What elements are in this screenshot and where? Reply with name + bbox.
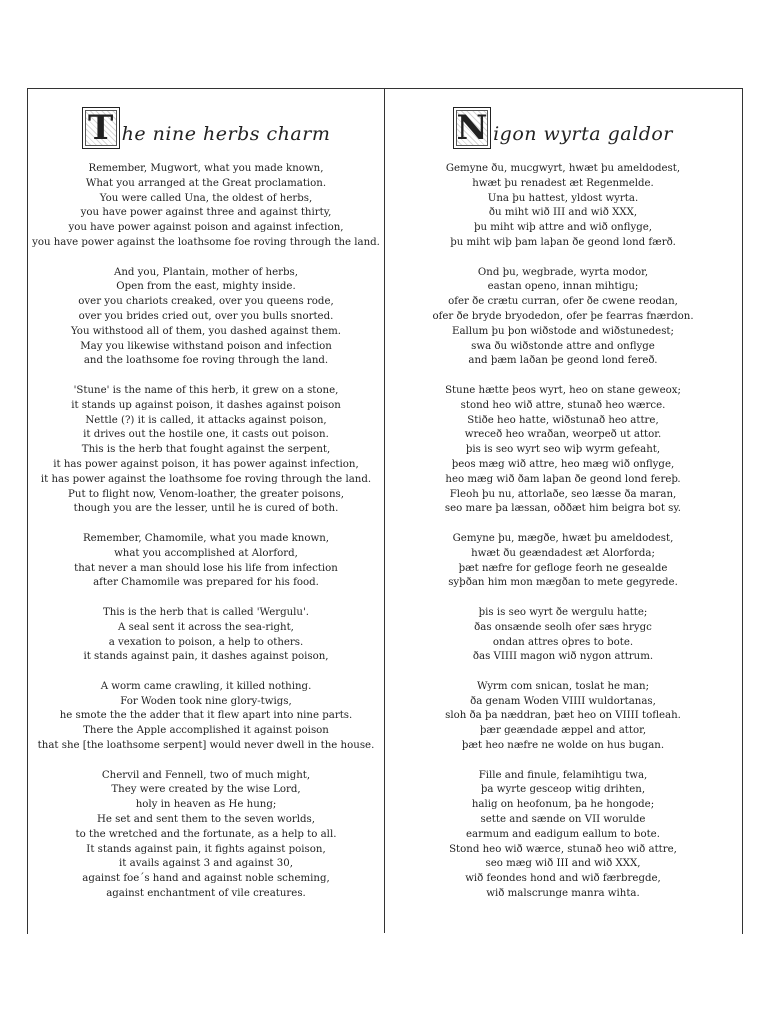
verse-line: that never a man should lose his life from infection [74,562,338,574]
verse-line: þær geændade æppel and attor, [479,725,647,737]
verse-line: You were called Una, the oldest of herbs, [99,192,313,204]
stanza [28,162,384,251]
verse-line: Nettle (?) it is called, it attacks against poison, [85,414,327,426]
verse-line: þis is seo wyrt ðe wergulu hatte; [478,606,648,618]
verse-line: ðu miht wið III and wið XXX, [488,207,638,219]
verse-line: Stond heo wið wærce, stunað heo wið attre, [449,843,677,855]
verse-line: and the loathsome foe roving through the land. [83,355,329,367]
verse-line: it stands up against poison, it dashes against poison [71,399,341,411]
old-english-column [385,88,741,917]
verse-line: You withstood all of them, you dashed against them. [70,325,342,337]
verse-line: over you brides cried out, over you bulls snorted. [78,310,334,322]
verse-line: A worm came crawling, it killed nothing. [100,680,312,692]
verse-line: eastan openo, innan mihtigu; [487,281,639,293]
verse-line: Stune hætte þeos wyrt, heo on stane geweox; [445,384,681,396]
verse-line: ðas onsænde seolh ofer sæs hrygc [474,621,652,633]
verse-line: There the Apple accomplished it against poison [83,725,329,737]
verse-line: earmum and eadigum eallum to bote. [466,828,660,840]
verse-line: a vexation to poison, a help to others. [108,636,304,648]
verse-line: you have power against three and against thirty, [80,207,332,219]
verse-line: This is the herb that is called 'Wergulu'. [102,606,310,618]
verse-line: it has power against poison, it has power against infection, [53,458,359,470]
left-title [28,88,384,149]
stanza [28,384,384,517]
verse-line: heo mæg wið ðam laþan ðe geond lond fereþ. [445,473,681,485]
stanza [28,606,384,665]
verse-line: They were created by the wise Lord, [111,784,301,796]
verse-line: Put to flight now, Venom-loather, the greater poisons, [68,488,344,500]
stanza [28,769,384,902]
verse-line: Fleoh þu nu, attorlaðe, seo læsse ða maran, [449,488,677,500]
verse-line: wreceð heo wraðan, weorpeð ut attor. [464,429,662,441]
verse-line: Remember, Mugwort, what you made known, [88,163,324,174]
right-stanzas [385,162,741,902]
stanza [385,606,741,665]
verse-line: What you arranged at the Great proclamation. [85,177,327,189]
verse-line: Wyrm com snican, toslat he man; [476,680,650,692]
verse-line: A seal sent it across the sea-right, [118,621,294,633]
verse-line: Open from the east, mighty inside. [116,281,296,293]
verse-line: sloh ða þa næddran, þæt heo on VIIII tofleah. [445,710,681,722]
stanza [385,266,741,370]
verse-line: Una þu hattest, yldost wyrta. [487,192,639,204]
modern-english-column [28,88,384,917]
verse-line: þu miht wiþ attre and wið onflyge, [473,222,653,234]
verse-line: þeos mæg wið attre, heo mæg wið onflyge, [451,458,675,470]
verse-line: after Chamomile was prepared for his food. [93,577,319,589]
right-title [385,88,741,149]
verse-line: it stands against pain, it dashes against poison, [83,651,329,663]
verse-line: And you, Plantain, mother of herbs, [114,266,298,278]
verse-line: He set and sent them to the seven worlds, [96,814,316,826]
verse-line: that she [the loathsome serpent] would never dwell in the house. [37,740,375,752]
verse-line: against enchantment of vile creatures. [106,888,306,900]
stanza [28,532,384,591]
verse-line: ða genam Woden VIIII wuldortanas, [470,695,656,707]
verse-line: ðas VIIII magon wið nygon attrum. [472,651,654,663]
verse-line: Eallum þu þon wiðstode and wiðstunedest; [452,325,674,337]
verse-line: May you likewise withstand poison and infection [80,340,332,352]
verse-line: it avails against 3 and against 30, [119,858,293,870]
verse-line: halig on heofonum, þa he hongode; [471,799,655,811]
verse-line: hwæt þu renadest æt Regenmelde. [472,177,654,189]
illuminated-initial: N [453,107,491,149]
stanza [28,266,384,370]
illuminated-initial: T [82,107,120,149]
verse-line: It stands against pain, it fights against poison, [86,843,326,855]
verse-line: and þæm laðan þe geond lond fereð. [468,355,658,367]
left-stanzas [28,162,384,902]
stanza [385,532,741,591]
verse-line: þæt næfre for gefloge feorh ne gesealde [458,562,668,574]
verse-line: you have power against the loathsome foe roving through the land. [32,236,380,248]
verse-line: wið feondes hond and wið færbregde, [465,873,661,885]
verse-line: Fille and finule, felamihtigu twa, [478,769,648,781]
verse-line: þa wyrte gesceop witig drihten, [480,784,646,796]
verse-line: he smote the the adder that it flew apart into nine parts. [59,710,353,722]
stanza [385,162,741,251]
verse-line: swa ðu wiðstonde attre and onflyge [471,340,655,352]
verse-line: though you are the lesser, until he is cured of both. [73,503,339,515]
verse-line: wið malscrunge manra wihta. [486,888,640,900]
verse-line: what you accomplished at Alorford, [114,547,298,559]
verse-line: seo mæg wið III and wið XXX, [485,858,641,870]
verse-line: ofer ðe crætu curran, ofer ðe cwene reodan, [448,296,678,308]
verse-line: ofer ðe bryde bryodedon, ofer þe fearras fnærdon. [432,310,694,322]
verse-line: Gemyne þu, mægðe, hwæt þu ameldodest, [452,532,674,544]
verse-line: holy in heaven as He hung; [135,799,277,811]
verse-line: Remember, Chamomile, what you made known, [82,532,330,544]
verse-line: For Woden took nine glory-twigs, [120,695,292,707]
verse-line: it drives out the hostile one, it casts out poison. [83,429,329,441]
verse-line: you have power against poison and against infection, [68,222,344,234]
right-title-text: igon wyrta galdor [493,123,673,145]
verse-line: Stiðe heo hatte, wiðstunað heo attre, [467,414,659,426]
verse-line: seo mare þa læssan, oððæt him beigra bot sy. [444,503,682,515]
verse-line: This is the herb that fought against the serpent, [81,444,331,456]
verse-line: syþðan him mon mægðan to mete gegyrede. [448,577,678,589]
verse-line: þis is seo wyrt seo wiþ wyrm gefeaht, [465,444,661,456]
verse-line: hwæt ðu geændadest æt Alorforda; [471,547,655,559]
verse-line: Ond þu, wegbrade, wyrta modor, [477,266,649,278]
stanza [385,384,741,517]
verse-line: it has power against the loathsome foe roving through the land. [40,473,372,485]
verse-line: ondan attres oþres to bote. [492,636,634,648]
verse-line: 'Stune' is the name of this herb, it grew on a stone, [73,384,339,396]
verse-line: þu miht wiþ þam laþan ðe geond lond færð. [450,236,676,248]
verse-line: Chervil and Fennell, two of much might, [101,769,311,781]
verse-line: sette and sænde on VII worulde [480,814,646,826]
left-title-text: he nine herbs charm [121,123,331,145]
verse-line: þæt heo næfre ne wolde on hus bugan. [461,740,665,752]
stanza [385,769,741,902]
verse-line: over you chariots creaked, over you queens rode, [78,296,334,308]
stanza [385,680,741,754]
verse-line: to the wretched and the fortunate, as a help to all. [75,828,337,840]
verse-line: against foe´s hand and against noble scheming, [82,873,330,885]
verse-line: Gemyne ðu, mucgwyrt, hwæt þu ameldodest, [445,163,681,174]
verse-line: stond heo wið attre, stunað heo wærce. [460,399,666,411]
stanza [28,680,384,754]
